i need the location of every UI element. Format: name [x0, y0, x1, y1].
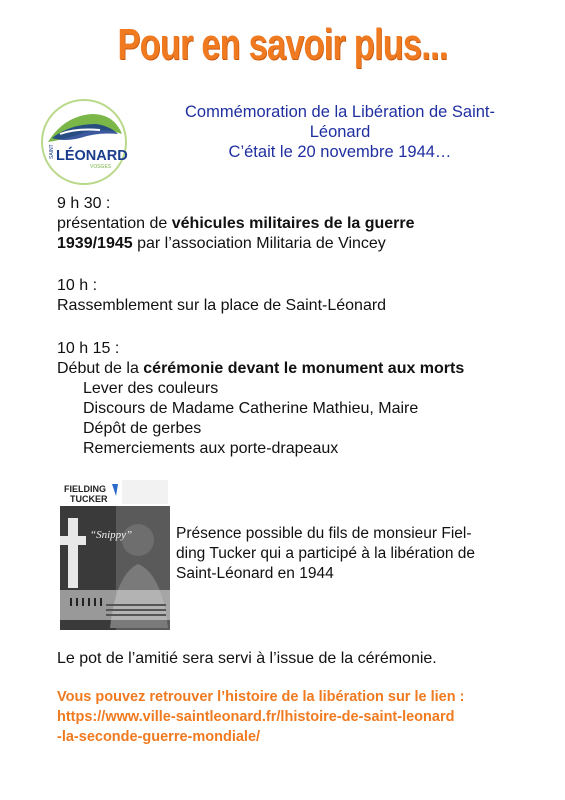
header-line-3: C’était le 20 novembre 1944… — [228, 143, 452, 161]
fielding-tucker-photo — [60, 478, 170, 630]
link-url-2[interactable]: -la-seconde-guerre-mondiale/ — [57, 729, 261, 745]
saint-leonard-logo — [40, 98, 128, 186]
schedule-text: Début de la — [57, 360, 144, 377]
history-link[interactable] — [57, 687, 537, 747]
photo-nickname: “Snippy” — [90, 529, 133, 541]
schedule-item-3 — [57, 339, 464, 459]
logo-brand-top: SAINT — [49, 144, 55, 159]
event-header — [140, 102, 540, 162]
schedule-time-3: 10 h 15 : — [57, 340, 120, 357]
schedule-highlight: cérémonie devant le monument aux morts — [143, 360, 465, 377]
ceremony-item: Lever des couleurs — [83, 380, 219, 397]
page-title: Pour en savoir plus... — [117, 20, 448, 69]
ceremony-item: Dépôt de gerbes — [83, 420, 202, 437]
pot-text: Le pot de l’amitié sera servi à l’issue de la cérémonie. — [57, 650, 437, 667]
presence-text — [176, 524, 511, 584]
photo-name-top: FIELDING — [64, 484, 106, 494]
link-intro: Vous pouvez retrouver l’histoire de la libération sur le lien : — [57, 689, 465, 705]
header-line-1: Commémoration de la Libération de Saint- — [185, 103, 495, 121]
schedule-item-2 — [57, 276, 386, 316]
schedule-text: Rassemblement sur la place de Saint-Léonard — [57, 297, 387, 314]
schedule-time-2: 10 h : — [57, 277, 98, 294]
logo-brand-sub: VOSGES — [90, 164, 112, 170]
photo-name-bottom: TUCKER — [70, 494, 108, 504]
presence-line-2: ding Tucker qui a participé à la libération de — [176, 545, 475, 562]
schedule-text: présentation de — [57, 215, 172, 232]
presence-line-3: Saint-Léonard en 1944 — [176, 565, 334, 582]
schedule-time-1: 9 h 30 : — [57, 195, 111, 212]
ceremony-item: Remerciements aux porte-drapeaux — [83, 440, 339, 457]
presence-line-1: Présence possible du fils de monsieur Fiel- — [176, 525, 472, 542]
logo-brand-main: LÉONARD — [56, 148, 128, 164]
schedule-highlight: véhicules militaires de la guerre — [171, 215, 415, 232]
link-url-1[interactable]: https://www.ville-saintleonard.fr/lhistoire-de-saint-leonard — [57, 709, 455, 725]
ceremony-item: Discours de Madame Catherine Mathieu, Maire — [83, 400, 419, 417]
header-line-2: Léonard — [309, 123, 371, 141]
schedule-text: par l’association Militaria de Vincey — [132, 235, 386, 252]
schedule-item-1 — [57, 194, 415, 254]
schedule-highlight: 1939/1945 — [57, 235, 133, 252]
